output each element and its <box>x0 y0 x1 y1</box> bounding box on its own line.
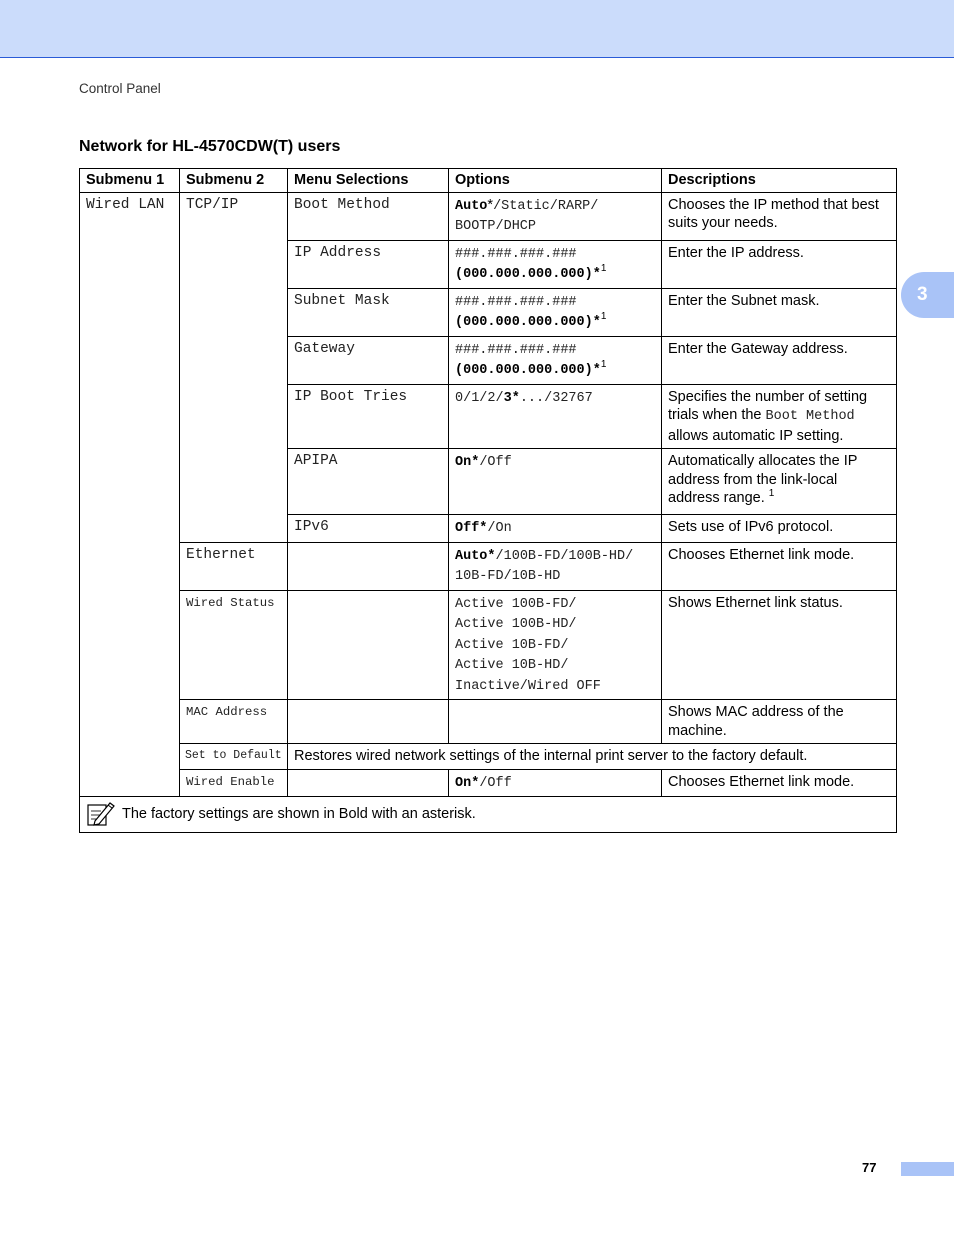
options-boot-method <box>449 192 662 240</box>
pencil-note-icon <box>86 800 116 828</box>
col-header-descriptions: Descriptions <box>662 169 897 193</box>
menu-ipv6: IPv6 <box>288 515 449 543</box>
option-rest: /Off <box>479 455 512 470</box>
options-ip-boot-tries <box>449 384 662 449</box>
menu-mac-empty <box>288 700 449 744</box>
option-default: (000.000.000.000)* <box>455 267 601 282</box>
option-asterisk: * <box>487 196 494 213</box>
options-wired-status <box>449 590 662 700</box>
desc-ethernet: Chooses Ethernet link mode. <box>662 542 897 590</box>
option-default: On* <box>455 775 480 791</box>
option-default: 3* <box>503 390 520 406</box>
running-header: Control Panel <box>79 81 161 96</box>
option-default: Auto* <box>455 548 496 564</box>
submenu2-set-to-default: Set to Default <box>180 744 288 770</box>
option-default: On* <box>455 455 480 470</box>
table-row <box>80 769 897 797</box>
menu-ip-address: IP Address <box>288 240 449 288</box>
desc-subnet-mask: Enter the Subnet mask. <box>662 288 897 336</box>
submenu2-wired-status: Wired Status <box>180 590 288 700</box>
option-default: (000.000.000.000)* <box>455 363 601 378</box>
menu-subnet-mask: Subnet Mask <box>288 288 449 336</box>
option-rest: /Off <box>479 775 512 791</box>
options-mac-empty <box>449 700 662 744</box>
table-row <box>80 744 897 770</box>
desc-boot-method: Chooses the IP method that best suits your needs. <box>662 192 897 240</box>
options-subnet-mask <box>449 288 662 336</box>
note <box>86 800 891 828</box>
note-text: The factory settings are shown in Bold with an asterisk. <box>122 805 476 822</box>
desc-wired-enable: Chooses Ethernet link mode. <box>662 769 897 797</box>
option-default: Auto <box>455 198 488 214</box>
col-header-submenu2: Submenu 2 <box>180 169 288 193</box>
submenu2-ethernet: Ethernet <box>180 542 288 590</box>
menu-boot-method: Boot Method <box>288 192 449 240</box>
options-ipv6 <box>449 515 662 543</box>
desc-text: allows automatic IP setting. <box>668 427 844 444</box>
desc-wired-status: Shows Ethernet link status. <box>662 590 897 700</box>
submenu2-wired-enable: Wired Enable <box>180 769 288 797</box>
desc-inline-code: Boot Method <box>765 409 855 424</box>
table-row <box>80 590 897 700</box>
top-header-band <box>0 0 954 58</box>
desc-ip-boot-tries <box>662 384 897 449</box>
section-title: Network for HL-4570CDW(T) users <box>79 138 341 155</box>
option-rest: /100B-FD/100B-HD/ <box>495 548 634 564</box>
menu-wired-status-empty <box>288 590 449 700</box>
submenu2-mac-address: MAC Address <box>180 700 288 744</box>
options-wired-enable <box>449 769 662 797</box>
options-ethernet <box>449 542 662 590</box>
menu-gateway: Gateway <box>288 336 449 384</box>
footnote-ref: 1 <box>768 488 775 500</box>
table-header-row <box>80 169 897 193</box>
col-header-options: Options <box>449 169 662 193</box>
desc-ip-address: Enter the IP address. <box>662 240 897 288</box>
option-mask: ###.###.###.### <box>455 246 577 262</box>
option-item: Active 100B-HD/ <box>455 617 577 632</box>
table-row <box>80 192 897 240</box>
table-row <box>80 542 897 590</box>
col-header-submenu1: Submenu 1 <box>80 169 180 193</box>
page-bar-decoration <box>901 1162 954 1176</box>
menu-wired-enable-empty <box>288 769 449 797</box>
footnote-ref: 1 <box>600 263 607 275</box>
option-item: Active 10B-FD/ <box>455 637 569 653</box>
desc-gateway: Enter the Gateway address. <box>662 336 897 384</box>
chapter-tab[interactable] <box>901 272 954 318</box>
desc-set-to-default: Restores wired network settings of the internal print server to the factory default. <box>288 744 897 770</box>
desc-apipa <box>662 449 897 515</box>
submenu1-wired-lan: Wired LAN <box>80 192 180 797</box>
option-rest: /On <box>487 521 512 536</box>
col-header-menu-selections: Menu Selections <box>288 169 449 193</box>
menu-ethernet-empty <box>288 542 449 590</box>
network-settings-table <box>79 168 897 833</box>
option-rest: 10B-FD/10B-HD <box>455 569 561 584</box>
options-gateway <box>449 336 662 384</box>
option-mask: ###.###.###.### <box>455 294 577 310</box>
submenu2-tcpip: TCP/IP <box>180 192 288 542</box>
menu-ip-boot-tries: IP Boot Tries <box>288 384 449 449</box>
note-cell <box>80 797 897 833</box>
note-row <box>80 797 897 833</box>
desc-mac-address: Shows MAC address of the machine. <box>662 700 897 744</box>
option-item: Active 100B-FD/ <box>455 596 577 612</box>
options-apipa <box>449 449 662 515</box>
footnote-ref: 1 <box>600 359 607 371</box>
option-item: Active 10B-HD/ <box>455 658 569 673</box>
option-rest: /Static/RARP/ <box>493 198 599 214</box>
chapter-number: 3 <box>917 284 928 305</box>
page-number: 77 <box>862 1160 877 1175</box>
desc-text: Specifies the number of setting trials when the <box>668 388 868 423</box>
option-mask: ###.###.###.### <box>455 342 577 358</box>
desc-text: Automatically allocates the IP address from the link-local address range. <box>668 453 858 506</box>
footnote-ref: 1 <box>600 311 607 323</box>
options-ip-address <box>449 240 662 288</box>
option-default: (000.000.000.000)* <box>455 315 601 330</box>
option-rest: .../32767 <box>519 390 593 406</box>
option-item: Inactive/Wired OFF <box>455 678 601 694</box>
desc-ipv6: Sets use of IPv6 protocol. <box>662 515 897 543</box>
option-default: Off* <box>455 521 488 536</box>
option-rest: 0/1/2/ <box>455 390 504 406</box>
option-rest: BOOTP/DHCP <box>455 219 537 234</box>
menu-apipa: APIPA <box>288 449 449 515</box>
table-row <box>80 700 897 744</box>
